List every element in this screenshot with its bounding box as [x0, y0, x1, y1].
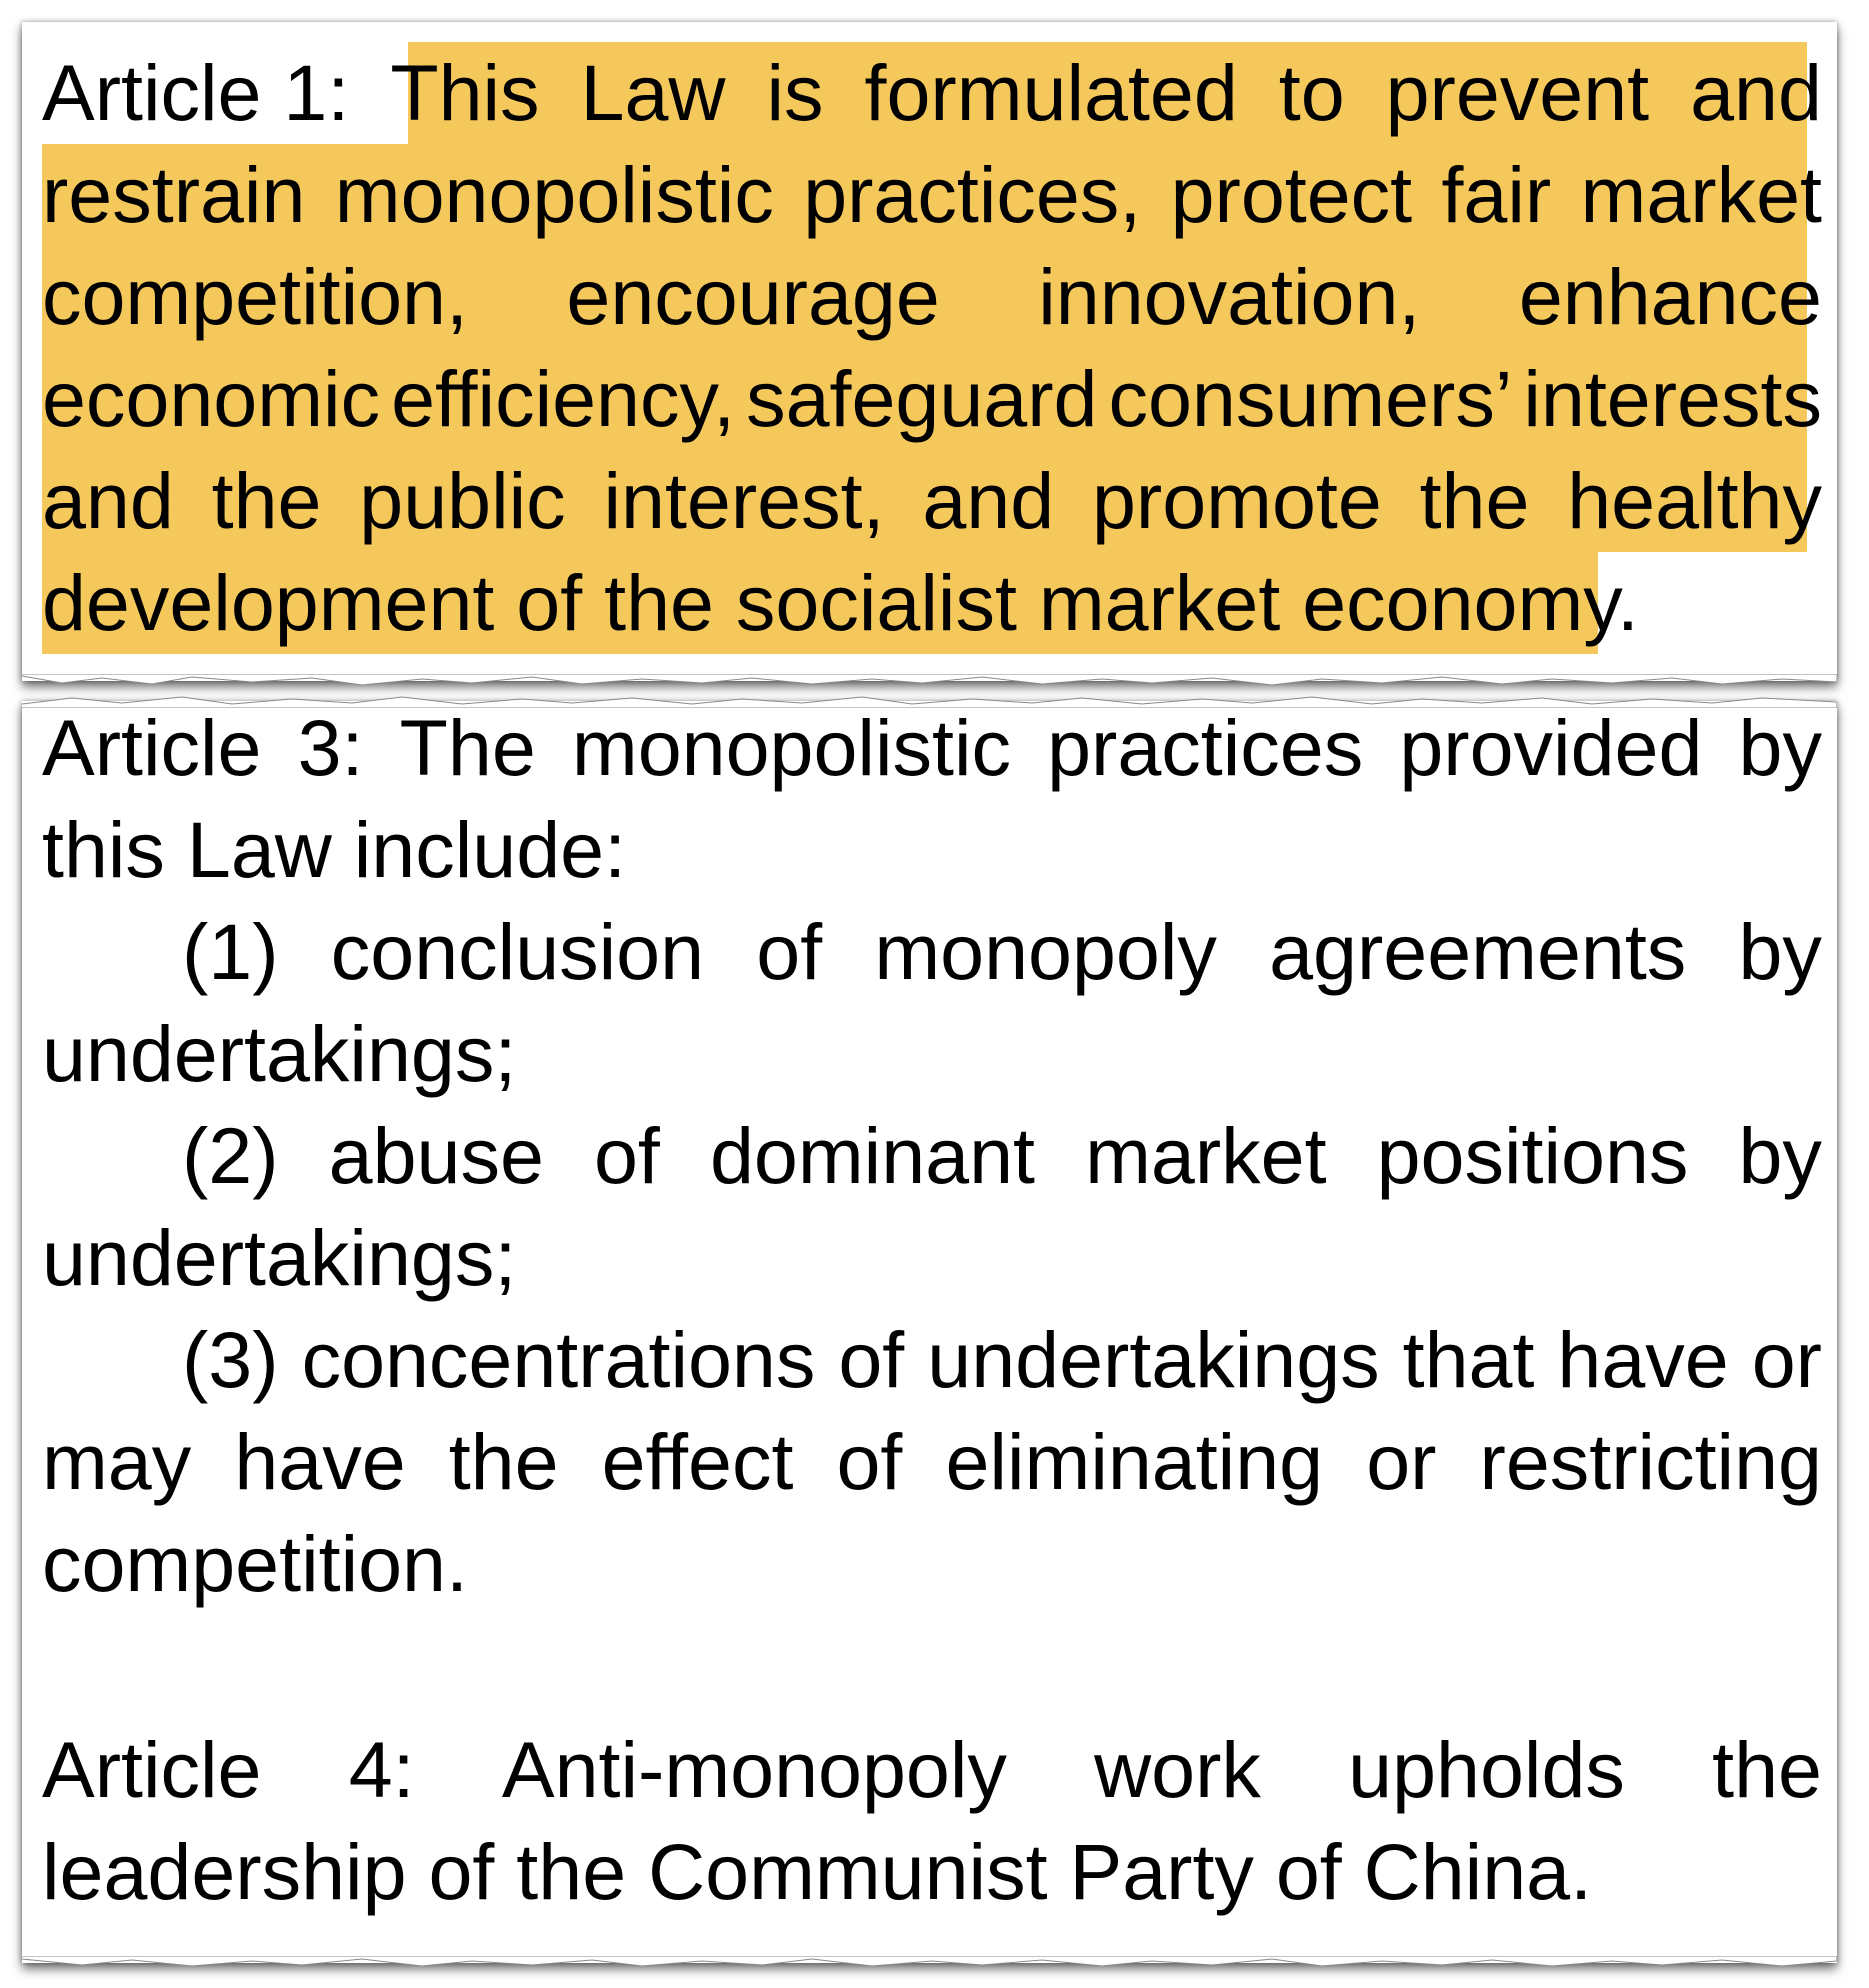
- list-item-1-cont: undertakings;: [42, 1009, 517, 1098]
- article-3-4-clipping: [22, 701, 1837, 1963]
- article-1-line-3: competition, encourage innovation, enhance: [42, 252, 1822, 341]
- torn-edge: [22, 1956, 1837, 1970]
- article-3-line-1: Article 3: The monopolistic practices provided by: [42, 703, 1822, 792]
- article-1-line-6: development of the socialist market economy.: [42, 558, 1639, 647]
- article-1-text: [42, 42, 1822, 654]
- article-1-line-4: economic efficiency, safeguard consumers’ interests: [42, 354, 1822, 443]
- list-item-2-cont: undertakings;: [42, 1213, 517, 1302]
- article-label: Article 1:: [42, 48, 350, 137]
- list-item-3: (3) concentrations of undertakings that have or: [182, 1315, 1822, 1404]
- article-4-line-2: leadership of the Communist Party of China.: [42, 1827, 1593, 1916]
- list-item-1: (1) conclusion of monopoly agreements by: [182, 907, 1822, 996]
- article-1-clipping: [22, 22, 1837, 681]
- article-4-line-1: Article 4: Anti-monopoly work upholds the: [42, 1725, 1822, 1814]
- article-1-line-2: restrain monopolistic practices, protect fair market: [42, 150, 1822, 239]
- list-item-3-cont: may have the effect of eliminating or restricting: [42, 1417, 1822, 1506]
- list-item-3-end: competition.: [42, 1519, 468, 1608]
- list-item-2: (2) abuse of dominant market positions by: [182, 1111, 1822, 1200]
- article-4-text: [42, 1719, 1822, 1923]
- article-3-text: [42, 697, 1822, 1615]
- torn-edge: [22, 674, 1837, 688]
- article-3-line-2: this Law include:: [42, 805, 627, 894]
- article-1-line-1: Article 1: This Law is formulated to prevent and: [42, 42, 1822, 144]
- article-1-line-5: and the public interest, and promote the healthy: [42, 456, 1822, 545]
